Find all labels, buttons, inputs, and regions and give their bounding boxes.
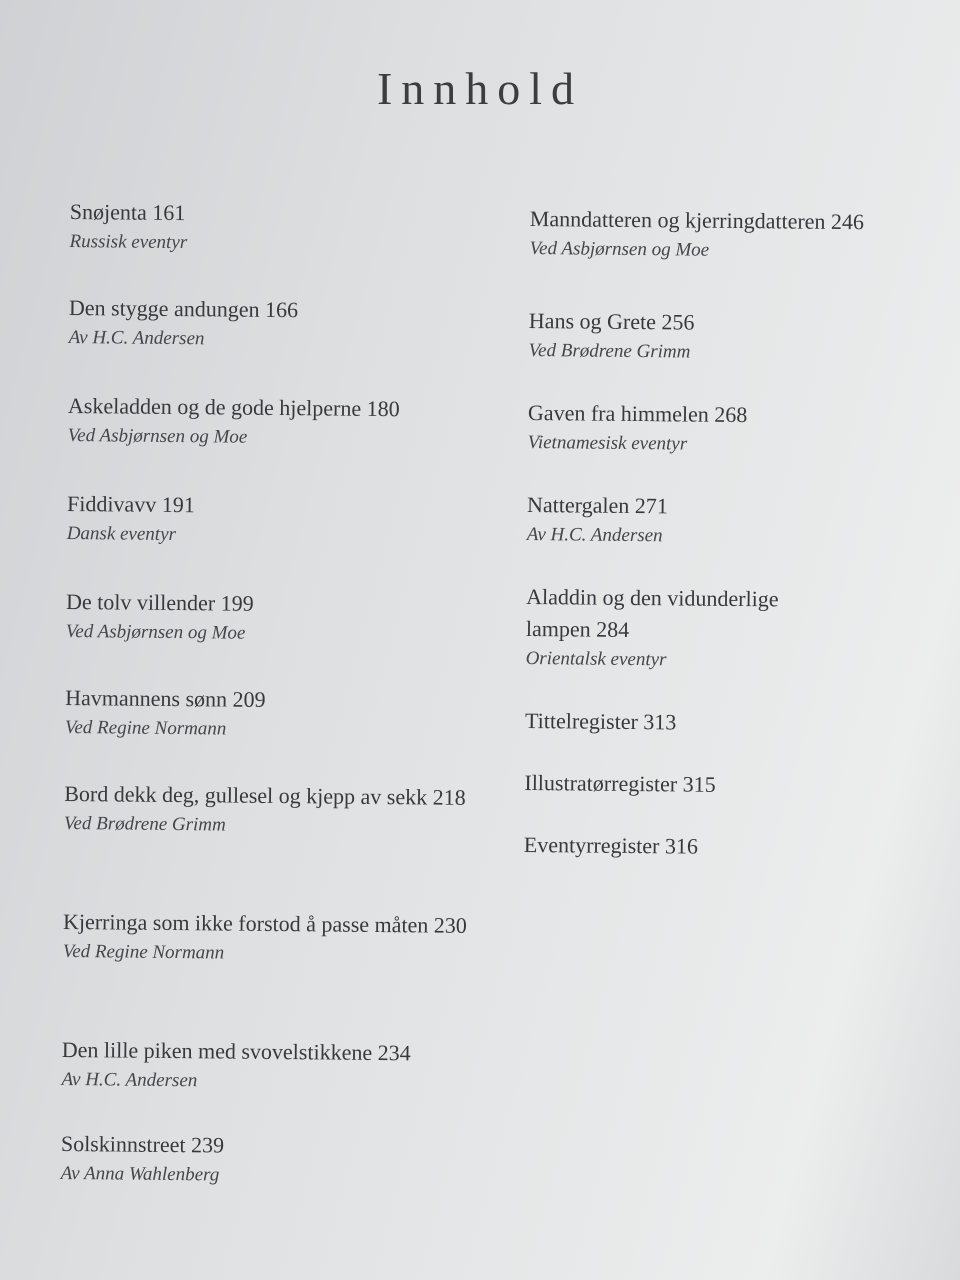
toc-entry-title: Solskinnstreet 239 xyxy=(60,1130,225,1158)
toc-entry-title: De tolv villender 199 xyxy=(65,588,254,616)
toc-entry-title: Manndatteren og kjerringdatteren 246 xyxy=(529,205,865,235)
toc-entry xyxy=(63,906,484,970)
toc-entry xyxy=(64,778,485,842)
toc-entry-source: Av Anna Wahlenberg xyxy=(60,1162,220,1186)
toc-entry-title: Den stygge andungen 166 xyxy=(68,294,299,323)
toc-entry xyxy=(528,305,899,369)
toc-entry xyxy=(68,390,489,454)
toc-entry-source: Ved Asbjørnsen og Moe xyxy=(529,237,710,261)
toc-entry xyxy=(525,581,806,676)
toc-entry-source: Russisk eventyr xyxy=(69,230,188,254)
toc-left-column xyxy=(60,196,490,1186)
toc-entry-source: Ved Asbjørnsen og Moe xyxy=(67,424,248,448)
toc-entry xyxy=(60,1128,481,1192)
toc-entry-source: Av H.C. Andersen xyxy=(526,523,663,547)
toc-entry-title: Den lille piken med svovelstikkene 234 xyxy=(61,1036,411,1066)
toc-entry xyxy=(67,488,488,552)
toc-entry xyxy=(66,586,487,650)
toc-entry-title: Snøjenta 161 xyxy=(69,198,186,226)
toc-entry-title: Havmannens sønn 209 xyxy=(65,684,266,712)
toc-entry-source: Av H.C. Andersen xyxy=(61,1068,198,1092)
toc-entry-source: Dansk eventyr xyxy=(66,522,177,546)
toc-entry xyxy=(525,705,895,741)
toc-entry xyxy=(61,1034,482,1098)
toc-entry-source: Ved Brødrene Grimm xyxy=(528,339,691,363)
toc-entry xyxy=(529,203,900,267)
toc-entry-title: Bord dekk deg, gullesel og kjepp av sekk 218 xyxy=(64,780,466,810)
toc-entry-source: Ved Asbjørnsen og Moe xyxy=(65,620,246,644)
toc-entry-title: Aladdin og den vidunderlige lampen 284 xyxy=(525,583,779,642)
toc-entry-source: Ved Regine Normann xyxy=(62,940,225,964)
toc-entry-title: Hans og Grete 256 xyxy=(528,307,695,335)
toc-entry-source: Ved Regine Normann xyxy=(64,716,227,740)
toc-entry xyxy=(65,682,486,746)
toc-entry-source: Orientalsk eventyr xyxy=(525,647,667,671)
toc-entry xyxy=(69,196,490,260)
toc-entry xyxy=(524,767,894,803)
toc-entry-title: Tittelregister 313 xyxy=(524,707,677,735)
toc-entry xyxy=(69,292,490,356)
toc-entry-title: Askeladden og de gode hjelperne 180 xyxy=(67,392,400,422)
page-title: Innhold xyxy=(376,63,584,114)
toc-entry-title: Nattergalen 271 xyxy=(526,491,668,519)
toc-entry-title: Gaven fra himmelen 268 xyxy=(527,399,748,428)
toc-entry xyxy=(524,829,894,865)
toc-entry xyxy=(528,397,899,461)
toc-entry-source: Ved Brødrene Grimm xyxy=(63,812,226,836)
toc-entry-title: Eventyrregister 316 xyxy=(523,831,699,859)
toc-right-column xyxy=(523,203,900,859)
toc-entry-title: Fiddivavv 191 xyxy=(66,490,195,518)
toc-entry-source: Vietnamesisk eventyr xyxy=(527,431,688,455)
toc-entry xyxy=(527,489,898,553)
toc-entry-title: Kjerringa som ikke forstod å passe måten 230 xyxy=(62,908,467,938)
toc-entry-title: Illustratørregister 315 xyxy=(524,769,716,797)
toc-entry-source: Av H.C. Andersen xyxy=(68,326,205,350)
